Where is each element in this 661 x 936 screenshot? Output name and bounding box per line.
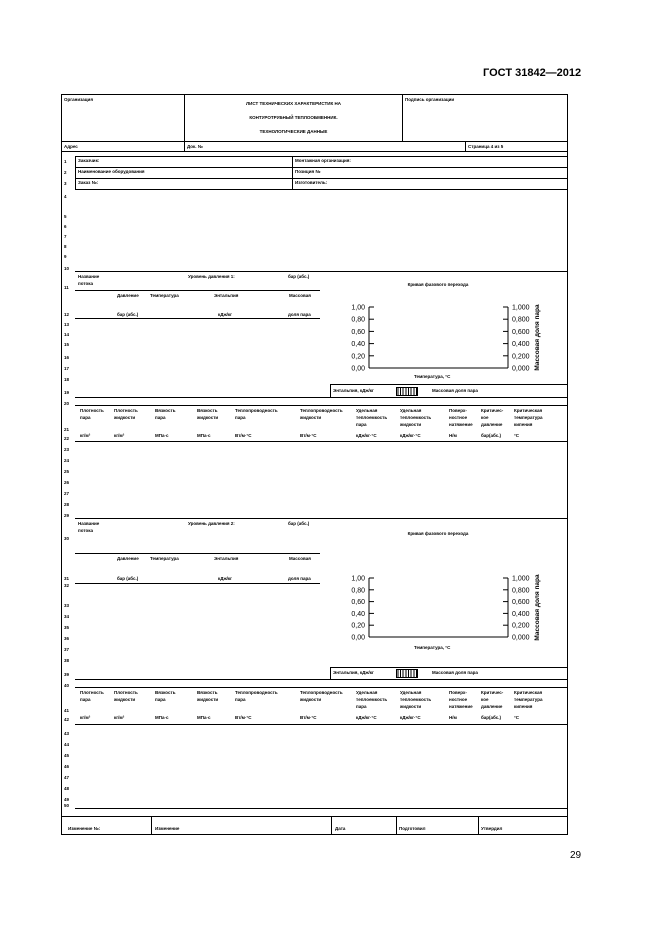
prop-col-header: Плотность [80,690,104,695]
tick-label-left: 0,80 [351,316,365,324]
row-num: 20 [64,401,70,406]
client-label: Заказчик: [78,158,100,163]
prop-col-unit: кДж/кг·°С [400,715,421,720]
tick-label-right: 1,000 [512,575,530,583]
prop-col-header: теплоемкость [356,415,388,420]
row-num: 49 [64,797,70,802]
prop-col-unit: кДж/кг·°С [356,433,377,438]
row-num: 48 [64,786,70,791]
row-num: 13 [64,322,70,327]
enthalpy-note-2: Энтальпия, кДж/кг [333,670,374,675]
prop-col-header: Критичес- [481,408,504,413]
tick-label-right: 1,000 [512,304,530,312]
tick-label-right: 0,800 [512,316,530,324]
row-num: 46 [64,764,70,769]
enthalpy-note-1: Энтальпия, кДж/кг [333,388,374,393]
tick-label-left: 0,40 [351,610,365,618]
row-num: 29 [64,513,70,518]
row-num: 41 [64,708,70,713]
prop-col-header: пара [80,697,91,702]
prop-col-header: пара [80,415,91,420]
tick-label-right: 0,200 [512,353,530,361]
prop-col-header: Критическая [514,408,543,413]
prop-col-header: Удельная [356,690,378,695]
prop-col-unit: МПа·с [197,433,211,438]
row-num: 24 [64,458,70,463]
tick-label-left: 0,00 [351,365,365,373]
prop-col-unit: кг/м³ [114,433,125,438]
vapour-note-1: Массовая доля пара [432,388,478,393]
prop-col-unit: кг/м³ [114,715,125,720]
position-label: Позиция № [295,169,321,174]
prop-col-unit: °С [514,433,520,438]
page-count-label: Страница 4 из 5 [468,144,504,149]
prop-col-header: кое [481,697,489,702]
row-num: 9 [64,254,67,259]
approved-by-label: Утвердил [481,826,503,831]
prop-col-unit: кДж/кг·°С [400,433,421,438]
prop-col-header: Вязкость [197,408,218,413]
prop-col-header: жидкости [300,415,322,420]
row-num: 4 [64,194,67,199]
row-num: 28 [64,502,70,507]
prop-col-header: пара [235,415,246,420]
row-num: 14 [64,332,70,337]
fluid-label-2: Название [78,521,100,526]
row-num: 22 [64,436,70,441]
row-num: 5 [64,214,67,219]
page-number: 29 [570,850,582,861]
prop-col-header: жидкости [400,704,422,709]
prop-col-header: теплоемкость [356,697,388,702]
prop-col-unit: МПа·с [155,715,169,720]
col-pressure-1: Давление [117,293,139,298]
row-num: 18 [64,377,70,382]
prop-col-header: пара [155,697,166,702]
prop-col-header: Плотность [114,690,138,695]
chart-xlabel-2: Температура, °С [414,645,451,650]
tick-label-left: 0,80 [351,587,365,595]
row-num: 1 [64,159,67,164]
row-num: 3 [64,181,67,186]
prop-col-header: Теплопроводность [235,690,278,695]
prop-col-header: пара [235,697,246,702]
prop-col-header: Удельная [356,408,378,413]
tick-label-left: 1,00 [351,304,365,312]
chart-ylabel: Массовая доля пара [534,304,541,371]
row-num: 31 [64,576,70,581]
unit-vapour-2: доля пара [288,576,311,581]
prop-col-header: жидкости [197,415,219,420]
row-num: 45 [64,753,70,758]
address-label: Адрес [64,144,78,149]
row-num: 10 [64,266,70,271]
prop-col-header: Плотность [114,408,138,413]
row-num: 30 [64,536,70,541]
rev-name-label: Изменение [155,826,180,831]
prop-col-header: пара [356,704,367,709]
doc-number-label: Док. № [187,144,203,149]
row-num: 37 [64,647,70,652]
unit-enthalpy-2: кДж/кг [218,576,233,581]
tick-label-right: 0,800 [512,587,530,595]
performer-label: Монтажная организация: [295,158,351,163]
prop-col-header: жидкости [300,697,322,702]
prop-col-unit: МПа·с [155,433,169,438]
col-temp-1: Температура [150,293,179,298]
rev-number-label: Изменение №: [68,826,101,831]
tick-label-right: 0,600 [512,599,530,607]
col-vapour-2: Массовая [289,556,311,561]
row-num: 17 [64,366,70,371]
supplier-label: Изготовитель: [295,180,328,185]
tick-label-right: 0,600 [512,328,530,336]
col-temp-2: Температура [150,556,179,561]
row-num: 7 [64,234,67,239]
row-num: 12 [64,312,70,317]
prop-col-unit: Вт/м·°С [300,715,317,720]
prop-col-header: ностное [449,415,468,420]
row-num: 15 [64,342,70,347]
prop-col-header: Поверх- [449,408,467,413]
tick-label-right: 0,000 [512,365,530,373]
row-num: 36 [64,636,70,641]
prop-col-unit: кг/м³ [80,433,91,438]
tick-label-left: 1,00 [351,575,365,583]
prop-col-header: теплоемкость [400,697,432,702]
row-num: 21 [64,427,70,432]
prop-col-unit: Вт/м·°С [300,433,317,438]
col-enthalpy-2: Энтальпия [214,556,239,561]
tick-label-left: 0,60 [351,599,365,607]
prop-col-header: Критичес- [481,690,504,695]
prop-col-header: жидкости [114,697,136,702]
tick-label-right: 0,400 [512,610,530,618]
prop-col-header: давление [481,422,503,427]
prop-col-header: Теплопроводность [300,690,343,695]
prop-col-header: давление [481,704,503,709]
prop-col-header: пара [155,415,166,420]
tick-label-left: 0,40 [351,341,365,349]
prop-col-header: Теплопроводность [300,408,343,413]
prop-col-header: кое [481,415,489,420]
prop-col-header: температура [514,697,543,702]
pressure-unit-2: бар (абс.) [288,521,310,526]
row-num: 8 [64,244,67,249]
row-num: 25 [64,469,70,474]
prop-col-unit: Вт/м·°С [235,715,252,720]
prop-col-unit: Н/м [449,715,457,720]
row-num: 33 [64,603,70,608]
row-num: 34 [64,614,70,619]
prop-col-header: жидкости [114,415,136,420]
tick-label-left: 0,00 [351,634,365,642]
prop-col-header: кипения [514,704,533,709]
col-pressure-2: Давление [117,556,139,561]
row-num: 2 [64,170,67,175]
col-vapour-1: Массовая [289,293,311,298]
prop-col-header: Удельная [400,408,422,413]
prop-col-header: Вязкость [155,690,176,695]
fluid-label-1: Название [78,274,100,279]
tick-label-left: 0,60 [351,328,365,336]
tick-label-right: 0,000 [512,634,530,642]
approved-label: Подпись организации [405,97,455,102]
prop-col-unit: бар(абс.) [481,433,502,438]
form-title-line1: ЛИСТ ТЕХНИЧЕСКИХ ХАРАКТЕРИСТИК НА [246,101,341,106]
unit-pressure-2: бар (абс.) [117,576,139,581]
prop-col-header: натяжение [449,422,473,427]
tick-label-right: 0,400 [512,341,530,349]
prop-col-unit: Вт/м·°С [235,433,252,438]
row-num: 6 [64,224,67,229]
prop-col-header: Критическая [514,690,543,695]
prop-col-header: Вязкость [197,690,218,695]
prop-col-header: ностное [449,697,468,702]
vapour-note-2: Массовая доля пара [432,670,478,675]
row-num: 50 [64,803,70,808]
row-num: 35 [64,625,70,630]
row-num: 42 [64,717,70,722]
prop-col-header: натяжение [449,704,473,709]
prop-col-header: теплоемкость [400,415,432,420]
row-num: 23 [64,447,70,452]
chart-title-2: Кривая фазового перехода [407,531,469,536]
equipment-label: Наименование оборудования [78,169,145,174]
prop-col-header: Теплопроводность [235,408,278,413]
hatched-swatch-1 [396,387,418,396]
standard-code: ГОСТ 31842—2012 [483,67,582,79]
prop-col-header: температура [514,415,543,420]
prop-col-header: Поверх- [449,690,467,695]
prop-col-unit: кг/м³ [80,715,91,720]
row-num: 26 [64,480,70,485]
chart-xlabel-1: Температура, °С [414,374,451,379]
prop-col-unit: бар(абс.) [481,715,502,720]
date-label: Дата [335,826,346,831]
prop-col-header: кипения [514,422,533,427]
prop-col-unit: кДж/кг·°С [356,715,377,720]
row-num: 43 [64,731,70,736]
row-num: 38 [64,658,70,663]
row-num: 19 [64,390,70,395]
prop-col-unit: Н/м [449,433,457,438]
prop-col-header: жидкости [197,697,219,702]
prop-col-header: жидкости [400,422,422,427]
prop-col-unit: МПа·с [197,715,211,720]
prop-col-header: Плотность [80,408,104,413]
unit-enthalpy-1: кДж/кг [218,312,233,317]
pressure-level-2: Уровень давления 2: [188,521,235,526]
form-title-line3: ТЕХНОЛОГИЧЕСКИЕ ДАННЫЕ [259,129,328,134]
row-num: 40 [64,683,70,688]
tick-label-left: 0,20 [351,622,365,630]
unit-pressure-1: бар (абс.) [117,312,139,317]
org-label: Организация [64,97,93,102]
unit-vapour-1: доля пара [288,312,311,317]
order-label: Заказ №: [78,180,99,185]
chart-title-1: Кривая фазового перехода [407,282,469,287]
pressure-unit-1: бар (абс.) [288,274,310,279]
tick-label-right: 0,200 [512,622,530,630]
form-title-line2: КОНТУРОТРУБНЫЙ ТЕПЛООБМЕННИК. [249,115,338,120]
pressure-level-1: Уровень давления 1: [188,274,235,279]
row-num: 39 [64,672,70,677]
row-num: 47 [64,775,70,780]
row-num: 44 [64,742,70,747]
tick-label-left: 0,20 [351,353,365,361]
row-num: 11 [64,285,69,290]
prop-col-header: пара [356,422,367,427]
row-num: 32 [64,583,70,588]
chart-ylabel: Массовая доля пара [534,574,541,641]
hatched-swatch-2 [396,669,418,678]
fluid-sub-2: потока [78,528,94,533]
col-enthalpy-1: Энтальпия [214,293,239,298]
row-num: 16 [64,355,70,360]
prop-col-header: Удельная [400,690,422,695]
prop-col-header: Вязкость [155,408,176,413]
prop-col-unit: °С [514,715,520,720]
prepared-label: Подготовил [399,826,426,831]
row-num: 27 [64,491,70,496]
fluid-sub-1: потока [78,281,94,286]
